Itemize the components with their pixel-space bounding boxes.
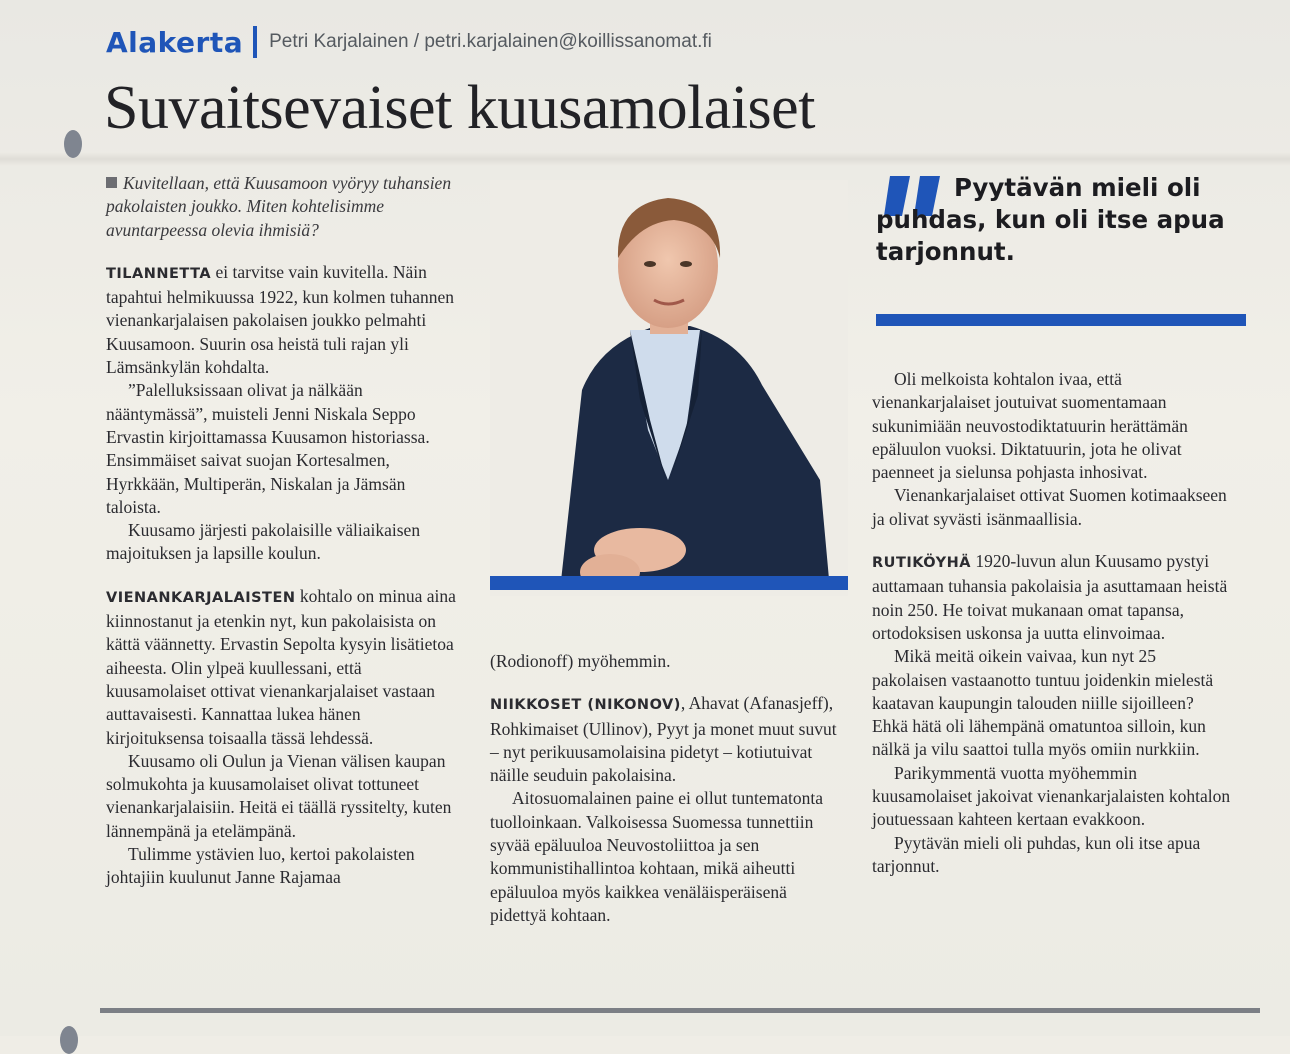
headline: Suvaitsevaiset kuusamolaiset xyxy=(104,74,815,142)
lead-text: Kuvitellaan, että Kuusamoon vyöryy tuhansien pakolaisten joukko. Miten kohtelisimme avuntarpeessa olevia ihmisiä? xyxy=(106,173,452,240)
paragraph-keyword: RUTIKÖYHÄ xyxy=(872,555,971,572)
paragraph: Parikymmentä vuotta myöhemmin kuusamolaiset jakoivat vienankarjalaisten kohtalon joutuessaan kahteen kertaan evakkoon. xyxy=(872,762,1231,830)
paragraph xyxy=(872,550,1234,645)
byline: Petri Karjalainen / petri.karjalainen@koillissanomat.fi xyxy=(269,31,712,52)
paragraph: Aitosuomalainen paine ei ollut tuntematonta tuolloinkaan. Valkoisessa Suomessa tunnettiin syvää epäluuloa Neuvostoliittoa ja sen kommunistihallintoa kohtaan, mikä aiheutti epäluuloa myös kaikkea venäläisperäisenä pidettyä kohtaan. xyxy=(490,788,824,925)
paragraph-text: kohtalo on minua aina kiinnostanut ja etenkin nyt, kun pakolaisista on kättä väännetty. Ervastin Sepolta kysyin lisätietoa aiheesta. Olin ylpeä kuullessani, että kuusamolaiset ottivat vienankarjalaiset vastaan auttavaisesti. Kannattaa lukea hänen kirjoituksensa toisaalla tässä lehdessä. xyxy=(106,585,456,748)
section-name: Alakerta xyxy=(106,25,244,59)
paragraph: Kuusamo järjesti pakolaisille väliaikaisen majoituksen ja lapsille koulun. xyxy=(106,520,421,564)
paragraph-text: 1920-luvun alun Kuusamo pystyi auttamaan tuhansia pakolaisia ja asuttamaan heistä noin 250. He toivat mukanaan omat tapansa, ortodoksisen uskonsa ja uutta elinvoimaa. xyxy=(872,551,1228,643)
photo-accent-bar xyxy=(490,576,848,590)
paragraph xyxy=(106,585,456,750)
paragraph: ”Palelluksissaan olivat ja nälkään nääntymässä”, muisteli Jenni Niskala Seppo Ervastin kirjoittamassa Kuusamon historiassa. Ensimmäiset saivat suojan Kortesalmen, Hyrkkään, Multiperän, Niskalan ja Jämsän taloista. xyxy=(106,380,430,517)
paragraph xyxy=(106,261,456,379)
page-fold xyxy=(0,152,1290,166)
lead-square-icon xyxy=(106,177,117,188)
binder-hole xyxy=(60,1026,78,1054)
paragraph: Vienankarjalaiset ottivat Suomen kotimaakseen ja olivat syvästi isänmaallisia. xyxy=(872,485,1227,529)
paragraph-keyword: TILANNETTA xyxy=(106,265,212,282)
author-photo xyxy=(490,180,848,596)
bottom-rule xyxy=(100,1008,1260,1013)
header-divider xyxy=(253,26,257,58)
pull-quote: Pyytävän mieli oli puhdas, kun oli itse apua tarjonnut. xyxy=(876,173,1225,266)
article-column-1 xyxy=(106,172,456,890)
paragraph-keyword: NIIKKOSET (NIKONOV) xyxy=(490,697,681,714)
pull-quote-rule xyxy=(876,314,1246,326)
lead-paragraph xyxy=(106,172,456,242)
paragraph-keyword: VIENANKARJALAISTEN xyxy=(106,589,296,606)
paragraph: Mikä meitä oikein vaivaa, kun nyt 25 pakolaisen vastaanotto tuntuu joidenkin mielestä kaatavan kaupungin talouden niille sijoilleen? Ehkä hätä oli lähempänä omatuntoa silloin, kun nälkä ja vilu saattoi tulla myös omiin nurkkiin. xyxy=(872,646,1214,760)
paragraph: Kuusamo oli Oulun ja Vienan välisen kaupan solmukohta ja kuusamolaiset olivat tottuneet vienankarjalaisiin. Heitä ei täällä ryssitelty, kuten lännempänä ja etelämpänä. xyxy=(106,750,452,841)
article-column-3 xyxy=(872,368,1234,878)
paragraph-text: ei tarvitse vain kuvitella. Näin tapahtui helmikuussa 1922, kun kolmen tuhannen vienankarjalaisen pakolaisen joukko pelmahti Kuusamoon. Suurin osa heistä tuli rajan yli Lämsänkylän kohdalta. xyxy=(106,261,455,378)
paragraph: Pyytävän mieli oli puhdas, kun oli itse apua tarjonnut. xyxy=(872,832,1201,876)
paragraph: Oli melkoista kohtalon ivaa, että vienankarjalaiset joutuivat suomentamaan sukunimiään neuvostodiktatuurin herättämän epäluulon vuoksi. Diktatuurin, jota he olivat paenneet ja sielunsa pohjasta inhosivat. xyxy=(872,369,1188,483)
binder-hole xyxy=(64,130,82,158)
column-header xyxy=(106,22,712,62)
article-column-2 xyxy=(490,650,840,927)
paragraph-text: , Ahavat (Afanasjeff), Rohkimaiset (Ullinov), Pyyt ja monet muut suvut – nyt perikuusamolaisina pidetyt – kotiutuivat näille seuduin pakolaisina. xyxy=(490,693,837,786)
paragraph: Tulimme ystävien luo, kertoi pakolaisten johtajiin kuulunut Janne Rajamaa xyxy=(106,844,415,888)
paragraph xyxy=(490,692,840,787)
paragraph: (Rodionoff) myöhemmin. xyxy=(490,651,671,671)
